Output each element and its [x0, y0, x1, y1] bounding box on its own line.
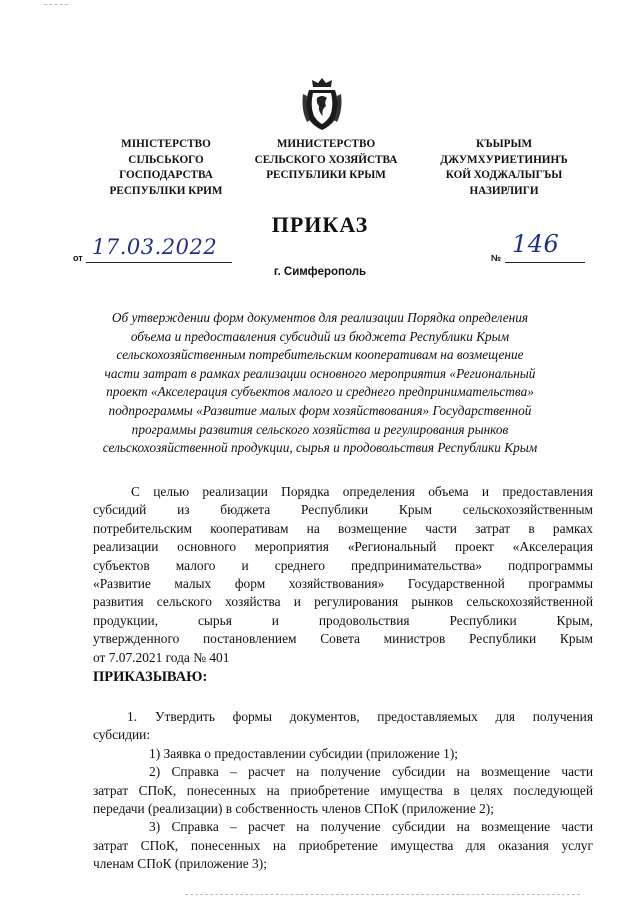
paragraph-line: утвержденного постановлением Совета министров Республики Крым [93, 631, 593, 647]
ministry-header-ukrainian [82, 137, 250, 199]
header-line: ДЖУМХУРИЕТИНИНЪ [440, 153, 568, 166]
ministry-header-russian [240, 137, 412, 184]
paragraph-line: субъектов малого и среднего предпринимательства» подпрограммы [93, 557, 593, 573]
paragraph-line: «Развитие малых форм хозяйствования» Государственной программы [93, 576, 593, 592]
subject-line: подпрограммы «Развитие малых форм хозяйствования» Государственной [108, 402, 532, 418]
paragraph-line: С целью реализации Порядка определения объема и предоставления [131, 484, 593, 499]
date-label: от [73, 253, 83, 263]
subject-line: части затрат в рамках реализации основного мероприятия «Региональный [104, 365, 536, 381]
subject-line: программы развития сельского хозяйства и регулирования рынков [131, 421, 509, 437]
paragraph-line: от 7.07.2021 года № 401 [93, 649, 230, 665]
header-line: МИНИСТЕРСТВО [276, 138, 376, 150]
subitem-1: 1) Заявка о предоставлении субсидии (приложение 1); [149, 745, 459, 761]
subject-line: проект «Акселерация субъектов малого и среднего предпринимательства» [106, 384, 534, 400]
number-underline [505, 262, 585, 263]
subject-line: сельскохозяйственным потребительским кооперативам на возмещение [116, 347, 524, 363]
item-1-second-line: субсидии: [93, 727, 151, 743]
subject-line: объема и предоставления субсидий из бюджета Республики Крым [130, 328, 510, 344]
paragraph-line: потребительским кооперативам на возмещение части затрат в рамках [93, 520, 593, 536]
header-line: КОЙ ХОДЖАЛЫГЪЫ [445, 169, 563, 181]
subitem-3-line: членам СПоК (приложение 3); [93, 856, 267, 872]
item-number: 1. [127, 709, 138, 724]
order-subject [90, 309, 550, 458]
header-line: МІНІСТЕРСТВО [121, 138, 211, 150]
header-line: ГОСПОДАРСТВА [119, 169, 213, 181]
subitem-2-line: 2) Справка – расчет на получение субсидии на возмещение части [149, 764, 593, 780]
paragraph-line: продукции, сырья и продовольствия Республики Крым, [93, 612, 593, 628]
order-directive-heading: ПРИКАЗЫВАЮ: [93, 669, 208, 685]
scan-footer-mark [185, 894, 580, 895]
header-line: СЕЛЬСКОГО ХОЗЯЙСТВА [254, 153, 398, 166]
handwritten-number: 146 [512, 230, 560, 258]
header-line: РЕСПУБЛІКИ КРИМ [109, 184, 223, 197]
subject-line: Об утверждении форм документов для реализации Порядка определения [111, 310, 529, 325]
header-line: РЕСПУБЛИКИ КРЫМ [266, 169, 386, 181]
number-label: № [491, 253, 502, 263]
paragraph-line: реализации основного мероприятия «Региональный проект «Акселерация [93, 539, 593, 555]
order-items [93, 708, 593, 874]
item-1-first-line [93, 708, 593, 726]
date-underline [86, 262, 232, 263]
ministry-header-crimean-tatar [418, 137, 590, 199]
preamble-paragraph [93, 483, 593, 667]
subject-line: сельскохозяйственной продукции, сырья и продовольствия Республики Крым [102, 440, 538, 456]
paragraph-line: субсидий из бюджета Республики Крым сельскохозяйственным [93, 502, 593, 518]
document-title: ПРИКАЗ [271, 212, 369, 237]
paragraph-line: развития сельского хозяйства и регулирования рынков сельскохозяйственной [93, 594, 593, 610]
header-line: КЪЫРЫМ [475, 138, 533, 150]
crimea-coat-of-arms-icon [299, 76, 345, 132]
subitem-2-line: передачи (реализации) в собственность членов СПоК (приложение 2); [93, 801, 494, 817]
subitem-3-line: 3) Справка – расчет на получение субсидии на возмещение части [149, 819, 593, 835]
header-line: НАЗИРЛИГИ [469, 184, 539, 197]
subitem-2-line: затрат СПоК, понесенных на приобретение имущества в целях последующей [93, 782, 593, 798]
header-line: СІЛЬСЬКОГО [128, 153, 204, 166]
item-text: Утвердить формы документов, предоставляемых для получения [155, 709, 593, 724]
scan-corner-mark [44, 4, 68, 5]
handwritten-date: 17.03.2022 [92, 235, 218, 259]
subitem-3-line: затрат СПоК, понесенных на приобретение имущества для оказания услуг [93, 837, 593, 853]
city-line: г. Симферополь [273, 266, 367, 278]
